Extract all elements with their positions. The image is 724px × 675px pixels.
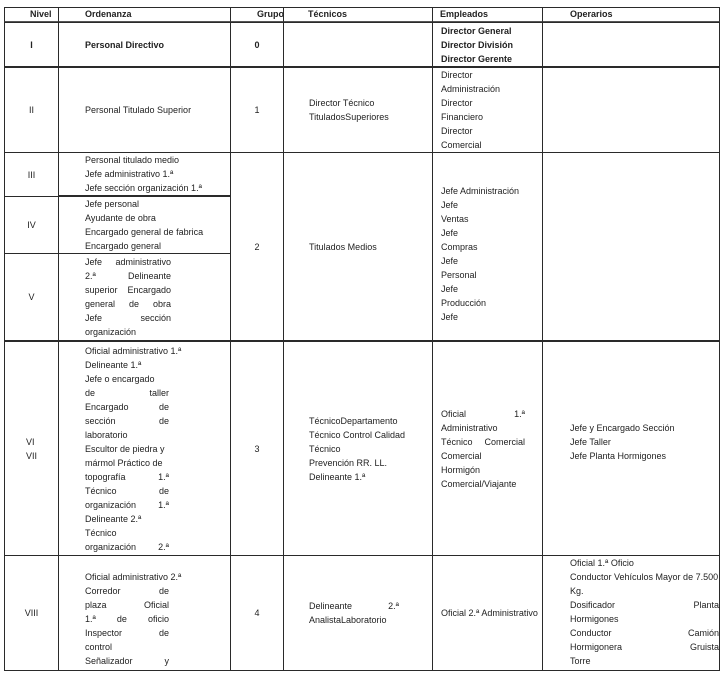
cell-line: Inspector de	[85, 628, 169, 638]
cell-line: Jefe	[441, 311, 459, 322]
cell-line: Escultor de piedra y	[85, 443, 165, 454]
cell-line: Personal Directivo	[85, 39, 165, 50]
cell-lines	[441, 24, 513, 66]
grupo-value: 4	[254, 608, 260, 618]
cell-lines	[570, 556, 719, 668]
cell-grupo-2	[230, 152, 284, 341]
cell-ordenanza-VIII	[58, 555, 231, 671]
cell-line: Compras	[441, 241, 478, 252]
header-operarios: Operarios	[570, 9, 613, 19]
cell-lines	[85, 38, 164, 52]
cell-line: mármol Práctico de	[85, 457, 163, 468]
cell-ordenanza-II	[58, 66, 231, 153]
cell-line: sección de	[85, 415, 169, 426]
cell-line: Corredor de	[85, 586, 169, 596]
grupo-value: 1	[254, 105, 260, 115]
nivel-value: V	[28, 292, 35, 302]
cell-operarios-II	[542, 66, 720, 153]
cell-line: Hormigonera Gruista	[570, 642, 719, 652]
cell-lines	[309, 599, 399, 627]
cell-line: general de obra	[85, 299, 171, 309]
cell-tecnicos-4	[283, 555, 433, 671]
grupo-value: 2	[254, 241, 260, 252]
cell-line: Oficial 1.ª	[441, 408, 525, 419]
cell-lines	[441, 184, 519, 324]
cell-line: 2.ª Delineante	[85, 271, 171, 281]
cell-lines	[26, 435, 37, 463]
cell-line: organización 1.ª	[85, 499, 169, 510]
cell-line: Conductor Vehículos Mayor de 7.500	[570, 572, 719, 582]
cell-line: Señalizador y	[85, 656, 169, 666]
cell-line: Encargado general	[85, 241, 162, 251]
cell-line: Ventas	[441, 213, 469, 224]
cell-lines	[85, 344, 182, 554]
cell-line: Ayudante de obra	[85, 213, 156, 223]
cell-operarios-2	[542, 152, 720, 341]
cell-line: Oficial administrativo 1.ª	[85, 345, 182, 356]
cell-line: Comercial/Viajante	[441, 478, 517, 489]
cell-line: Administrativo	[441, 422, 498, 433]
nivel-value: III	[27, 169, 36, 180]
cell-line: Director Técnico	[309, 98, 375, 108]
cell-line: Conductor Camión	[570, 628, 719, 638]
cell-operarios-4	[542, 555, 720, 671]
cell-empleados-2	[432, 152, 543, 341]
cell-line: Jefe	[441, 255, 459, 266]
cell-line: Delineante 1.ª	[85, 359, 142, 370]
cell-line: control	[85, 642, 113, 652]
cell-line: Delineante 1.ª	[309, 471, 366, 482]
cell-line: Jefe	[441, 227, 459, 238]
cell-line: Prevención RR. LL.	[309, 457, 388, 468]
cell-empleados-II	[432, 66, 543, 153]
cell-tecnicos-3	[283, 340, 433, 556]
cell-ordenanza-V	[58, 253, 231, 341]
cell-lines	[85, 153, 202, 195]
cell-line: Delineante 2.ª	[309, 601, 399, 611]
cell-lines	[85, 570, 182, 668]
nivel-value: VIII	[24, 608, 39, 618]
nivel-value: I	[30, 39, 33, 50]
cell-tecnicos-2	[283, 152, 433, 341]
cell-line: Comercial	[441, 450, 482, 461]
cell-line: Jefe y Encargado Sección	[570, 422, 675, 433]
cell-line: laboratorio	[85, 429, 128, 440]
cell-nivel-III	[4, 152, 59, 197]
nivel-value: II	[28, 105, 34, 115]
cell-line: Jefe sección organización 1.ª	[85, 183, 202, 193]
cell-lines	[85, 255, 171, 339]
cell-grupo-I	[230, 22, 284, 67]
cell-line: Jefe Taller	[570, 436, 611, 447]
cell-line: Kg.	[570, 586, 584, 596]
cell-line: AnalistaLaboratorio	[309, 615, 387, 625]
cell-tecnicos-II	[283, 66, 433, 153]
cell-line: Oficial 1.ª Oficio	[570, 558, 634, 568]
cell-line: de taller	[85, 387, 169, 398]
cell-line: organización	[85, 327, 137, 337]
cell-line: Técnico	[309, 443, 341, 454]
cell-line: Técnico de	[85, 485, 169, 496]
cell-line: 1.ª de oficio	[85, 614, 169, 624]
cell-line: Encargado general de fabrica	[85, 227, 204, 237]
cell-lines	[309, 96, 389, 124]
cell-line: superior Encargado	[85, 285, 171, 295]
cell-line: Director General	[441, 25, 512, 36]
grupo-value: 3	[254, 443, 260, 454]
cell-grupo-4	[230, 555, 284, 671]
cell-ordenanza-IV	[58, 196, 231, 254]
cell-line: Comercial	[441, 140, 482, 150]
cell-line: Titulados Medios	[309, 241, 377, 252]
cell-line: Personal Titulado Superior	[85, 105, 192, 115]
cell-line: plaza Oficial	[85, 600, 169, 610]
cell-line: Oficial 2.ª Administrativo	[441, 608, 538, 618]
cell-ordenanza-I	[58, 22, 231, 67]
cell-line: Jefe administrativo 1.ª	[85, 169, 174, 179]
cell-line: topografía 1.ª	[85, 471, 169, 482]
cell-line: Hormigones	[570, 614, 619, 624]
cell-line: Jefe administrativo	[85, 257, 171, 267]
cell-line: Personal titulado medio	[85, 155, 180, 165]
cell-nivel-VI-VII	[4, 340, 59, 556]
grupo-value: 0	[254, 39, 260, 50]
cell-line: Torre	[570, 656, 591, 666]
cell-nivel-II	[4, 66, 59, 153]
cell-line: VI	[25, 436, 35, 447]
cell-line: Administración	[441, 84, 501, 94]
cell-nivel-VIII	[4, 555, 59, 671]
cell-line: Jefe personal	[85, 199, 140, 209]
cell-lines	[441, 68, 500, 152]
cell-line: organización 2.ª	[85, 541, 169, 552]
cell-line: Jefe o encargado	[85, 373, 155, 384]
cell-line: Dosificador Planta	[570, 600, 719, 610]
cell-line: Delineante 2.ª	[85, 513, 142, 524]
cell-lines	[85, 103, 191, 117]
cell-lines	[441, 407, 525, 491]
header-cell-tecnicos	[283, 7, 433, 23]
header-empleados: Empleados	[440, 9, 489, 19]
cell-ordenanza-III	[58, 152, 231, 197]
cell-lines	[309, 414, 405, 484]
cell-ordenanza-VI-VII	[58, 340, 231, 556]
cell-tecnicos-I	[283, 22, 433, 67]
cell-line: Financiero	[441, 112, 484, 122]
header-cell-operarios	[542, 7, 720, 23]
cell-line: Jefe sección	[85, 313, 171, 323]
cell-line: Personal	[441, 269, 477, 280]
cell-line: Técnico Comercial	[441, 436, 525, 447]
cell-line: Encargado de	[85, 401, 169, 412]
header-nivel: Nivel	[30, 9, 52, 19]
cell-line: Director	[441, 126, 473, 136]
cell-grupo-II	[230, 66, 284, 153]
cell-nivel-V	[4, 253, 59, 341]
cell-nivel-I	[4, 22, 59, 67]
cell-line: Hormigón	[441, 464, 481, 475]
cell-line: Jefe	[441, 199, 459, 210]
cell-line: Director	[441, 98, 473, 108]
cell-nivel-IV	[4, 196, 59, 254]
cell-line: Producción	[441, 297, 487, 308]
header-cell-ordenanza	[58, 7, 231, 23]
cell-line: TécnicoDepartamento	[309, 415, 398, 426]
cell-line: Oficial administrativo 2.ª	[85, 572, 182, 582]
cell-operarios-I	[542, 22, 720, 67]
header-grupo: Grupo	[257, 9, 284, 19]
cell-empleados-I	[432, 22, 543, 67]
cell-line: Técnico	[85, 527, 117, 538]
cell-empleados-4	[432, 555, 543, 671]
cell-line: Director Gerente	[441, 53, 513, 64]
header-ordenanza: Ordenanza	[85, 9, 132, 19]
header-tecnicos: Técnicos	[308, 9, 348, 19]
cell-line: Director	[441, 70, 473, 80]
cell-line: Jefe Administración	[441, 185, 520, 196]
cell-lines	[309, 240, 377, 254]
cell-line: Jefe	[441, 283, 459, 294]
cell-line: VII	[25, 450, 37, 461]
cell-grupo-3	[230, 340, 284, 556]
cell-operarios-3	[542, 340, 720, 556]
cell-line: Director División	[441, 39, 514, 50]
cell-line: Técnico Control Calidad	[309, 429, 406, 440]
nivel-value: IV	[27, 220, 36, 230]
cell-lines	[85, 197, 203, 253]
cell-empleados-3	[432, 340, 543, 556]
cell-lines	[570, 421, 675, 463]
cell-line: Jefe Planta Hormigones	[570, 450, 667, 461]
cell-lines	[441, 606, 538, 620]
cell-line: TituladosSuperiores	[309, 112, 389, 122]
